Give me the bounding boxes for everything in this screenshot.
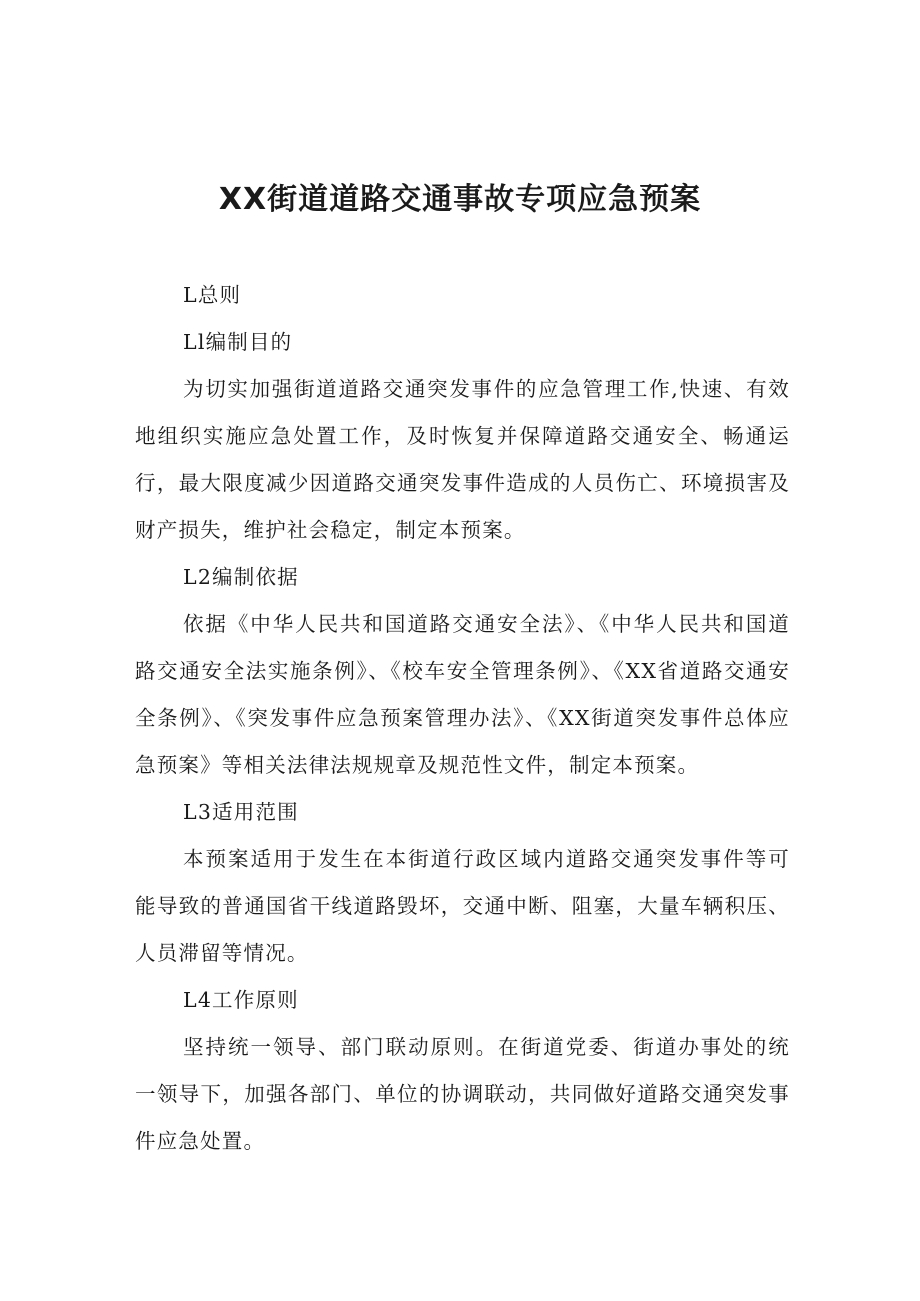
section-heading-principles: L4工作原则	[183, 988, 299, 1012]
section-text-basis: 依据《中华人民共和国道路交通安全法》、《中华人民共和国道路交通安全法实施条例》、《校车安全管理条例》、《XX省道路交通安全条例》、《突发事件应急预案管理办法》、《XX街道突发事件总体应急预案》等相关法律法规规章及规范性文件，制定本预案。	[135, 612, 790, 777]
section-heading-basis: L2编制依据	[183, 565, 299, 589]
section-text-principles: 坚持统一领导、部门联动原则。在街道党委、街道办事处的统一领导下，加强各部门、单位的协调联动，共同做好道路交通突发事件应急处置。	[135, 1035, 790, 1153]
section-heading-purpose: Ll编制目的	[183, 330, 293, 354]
section-heading-general: L总则	[183, 283, 242, 307]
document-body	[135, 272, 790, 1165]
document-title: XX街道道路交通事故专项应急预案	[218, 182, 702, 217]
section-text-purpose: 为切实加强街道道路交通突发事件的应急管理工作,快速、有效地组织实施应急处置工作，及时恢复并保障道路交通安全、畅通运行，最大限度减少因道路交通突发事件造成的人员伤亡、环境损害及财产损失，维护社会稳定，制定本预案。	[135, 377, 790, 542]
section-heading-scope: L3适用范围	[183, 800, 299, 824]
section-text-scope: 本预案适用于发生在本街道行政区域内道路交通突发事件等可能导致的普通国省干线道路毁坏，交通中断、阻塞，大量车辆积压、人员滞留等情况。	[135, 847, 790, 965]
